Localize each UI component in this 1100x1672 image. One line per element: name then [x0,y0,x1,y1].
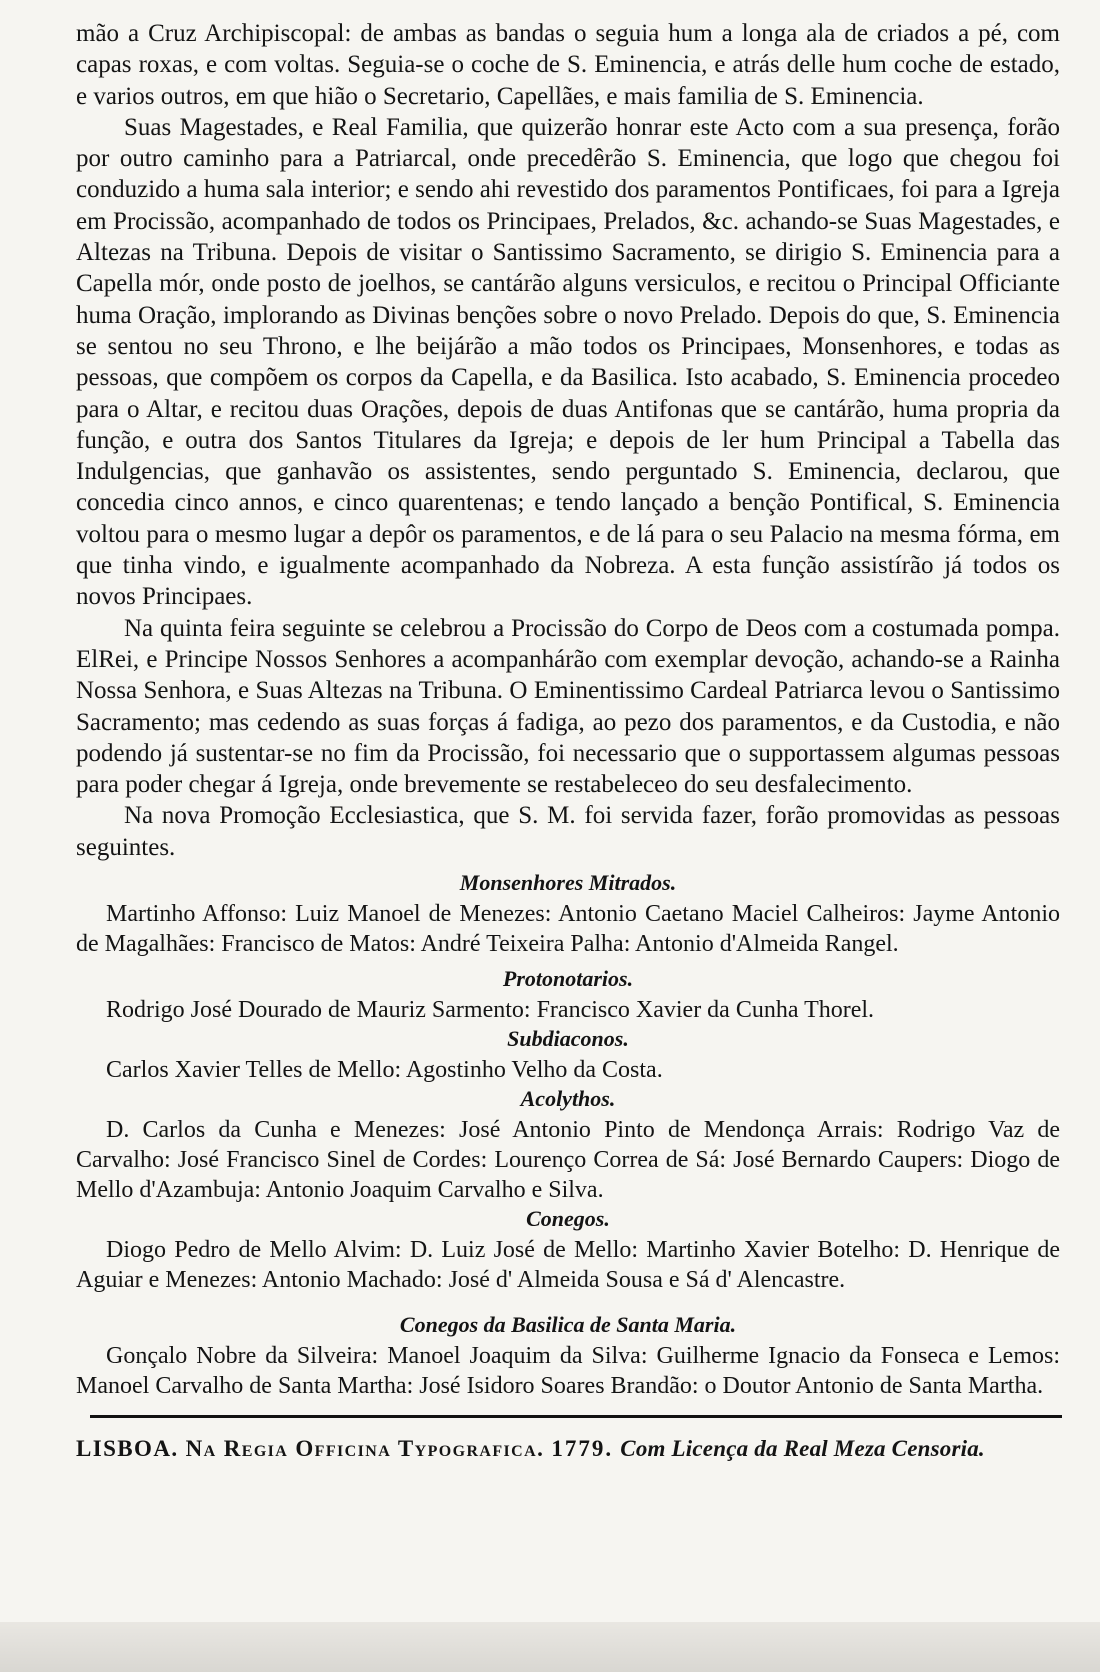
footer-rule [90,1415,1062,1418]
section-heading-conegos-basilica: Conegos da Basilica de Santa Maria. [399,1312,737,1338]
section-heading-conegos: Conegos. [526,1206,610,1232]
section-heading-protonotarios: Protonotarios. [502,966,634,992]
imprint-place-printer: LISBOA. Na Regia Officina Typografica. [76,1436,545,1462]
paragraph-ceremony: Suas Magestades, e Real Familia, que quizerão honrar este Acto com a sua presença, forão por outro caminho para a Patriarcal, onde precedêrão S. Eminencia, que logo que chegou foi conduzido a huma sala interior; e sendo ahi revestido dos paramentos Pontificaes, foi para a Igreja em Procissão, acompanhado de todos os Principaes, Prelados, &c. achando-se Suas Magestades, e Altezas na Tribuna. Depois de visitar o Santissimo Sacramento, se dirigio S. Eminencia para a Capella mór, onde posto de joelhos, se cantárão alguns versiculos, e recitou o Principal Officiante huma Oração, implorando as Divinas benções sobre o novo Prelado. Depois do que, S. Eminencia se sentou no seu Throno, e lhe beijárão a mão todos os Principaes, Monsenhores, e todas as pessoas, que compõem os corpos da Capella, e da Basilica. Isto acabado, S. Eminencia procedeo para o Altar, e recitou duas Orações, depois de duas Antifonas que se cantárão, huma propria da função, e outra dos Santos Titulares da Igreja; e depois de ler hum Principal a Tabella das Indulgencias, que ganhavão os assistentes, sendo perguntado S. Eminencia, declarou, que concedia cinco annos, e cinco quarentenas; e tendo lançado a benção Pontifical, S. Eminencia voltou para o mesmo lugar a depôr os paramentos, e de lá para o seu Palacio na mesma fórma, em que tinha vindo, e igualmente acompanhado da Nobreza. A esta função assistírão já todos os novos Principaes. [76,113,1060,611]
names-conegos-basilica: Gonçalo Nobre da Silveira: Manoel Joaquim da Silva: Guilherme Ignacio da Fonseca e Lemos: Manoel Carvalho de Santa Martha: José Isidoro Soares Brandão: o Doutor Antonio de Santa Martha. [76,1343,1060,1400]
imprint-line [76,1434,1060,1464]
names-protonotarios: Rodrigo José Dourado de Mauriz Sarmento: Francisco Xavier da Cunha Thorel. [106,997,875,1024]
paragraph-promotion-intro: Na nova Promoção Ecclesiastica, que S. M. foi servida fazer, forão promovidas as pessoas seguintes. [76,802,1060,861]
paragraph-procession-departure: mão a Cruz Archipiscopal: de ambas as bandas o seguia hum a longa ala de criados a pé, com capas roxas, e com voltas. Seguia-se o coche de S. Eminencia, e atrás delle hum coche de estado, e varios outros, em que hião o Secretario, Capellães, e mais familia de S. Eminencia. [76,20,1060,110]
names-acolythos: D. Carlos da Cunha e Menezes: José Antonio Pinto de Mendonça Arrais: Rodrigo Vaz de Carvalho: José Francisco Sinel de Cordes: Lourenço Correa de Sá: José Bernardo Caupers: Diogo de Mello d'Azambuja: Antonio Joaquim Carvalho e Silva. [76,1117,1060,1204]
names-monsenhores: Martinho Affonso: Luiz Manoel de Menezes: Antonio Caetano Maciel Calheiros: Jayme Antonio de Magalhães: Francisco de Matos: André Teixeira Palha: Antonio d'Almeida Rangel. [76,901,1060,958]
names-conegos: Diogo Pedro de Mello Alvim: D. Luiz José de Mello: Martinho Xavier Botelho: D. Henrique de Aguiar e Menezes: Antonio Machado: José d' Almeida Sousa e Sá d' Alencastre. [76,1237,1060,1294]
names-subdiaconos: Carlos Xavier Telles de Mello: Agostinho Velho da Costa. [106,1057,663,1084]
imprint-year: 1779. [551,1436,614,1462]
section-heading-subdiaconos: Subdiaconos. [507,1026,629,1052]
section-heading-monsenhores: Monsenhores Mitrados. [459,870,677,896]
paragraph-corpus-christi: Na quinta feira seguinte se celebrou a Procissão do Corpo de Deos com a costumada pompa. ElRei, e Principe Nossos Senhores a acompanhárão com exemplar devoção, achando-se a Rainha Nossa Senhora, e Suas Altezas na Tribuna. O Eminentissimo Cardeal Patriarca levou o Santissimo Sacramento; mas cedendo as suas forças á fadiga, ao pezo dos paramentos, e da Custodia, e não podendo já sustentar-se no fim da Procissão, foi necessario que o supportassem algumas pessoas para poder chegar á Igreja, onde brevemente se restabeleceo do seu desfalecimento. [76,614,1060,799]
imprint-licence: Com Licença da Real Meza Censoria. [620,1436,985,1462]
section-heading-acolythos: Acolythos. [520,1086,616,1112]
